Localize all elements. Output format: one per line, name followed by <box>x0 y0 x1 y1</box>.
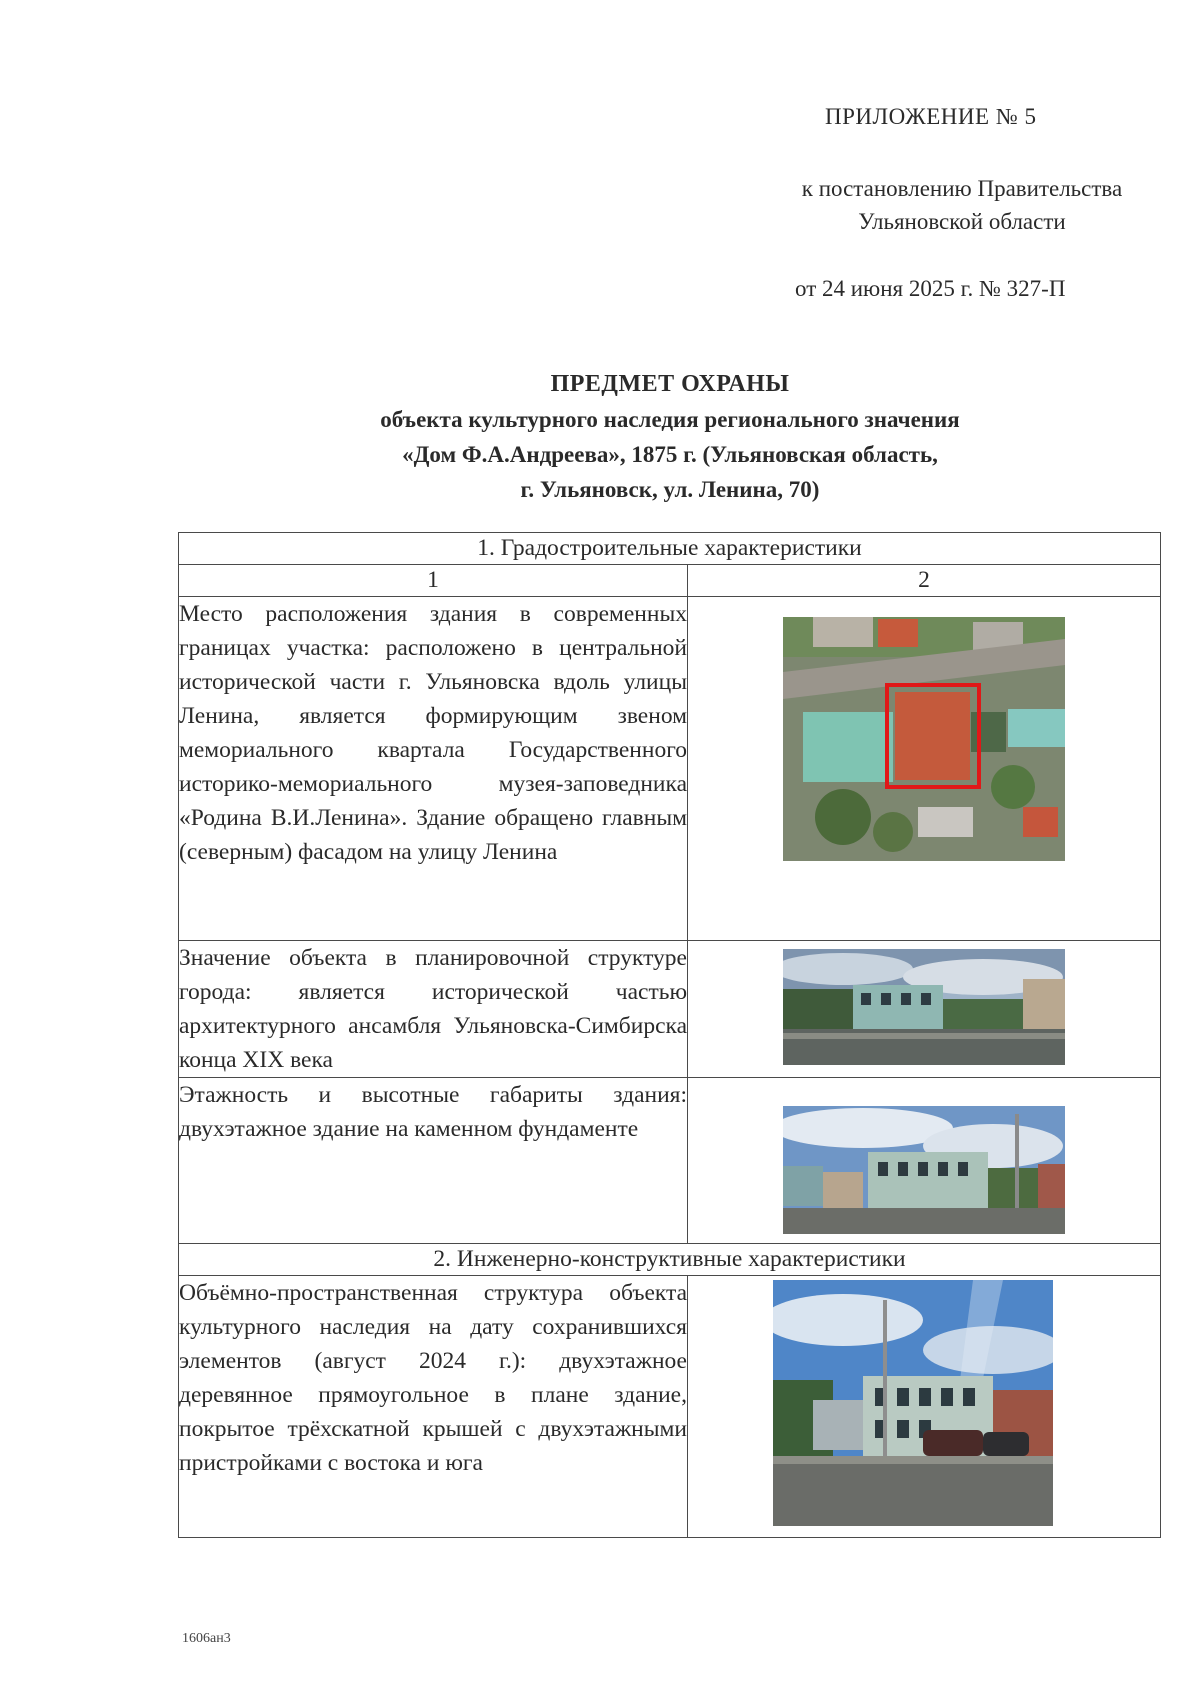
heading-line3: «Дом Ф.А.Андреева», 1875 г. (Ульяновская область, <box>402 442 938 467</box>
row-height-text: Этажность и высотные габариты здания: двухэтажное здание на каменном фундаменте <box>179 1078 688 1244</box>
row-height-photo-cell <box>688 1078 1161 1244</box>
row-planning-photo-cell <box>688 941 1161 1078</box>
street-photo-1 <box>783 949 1065 1065</box>
column-number-2: 2 <box>688 565 1161 597</box>
heading-title: ПРЕДМЕТ ОХРАНЫ <box>550 371 790 397</box>
heading-line4: г. Ульяновск, ул. Ленина, 70) <box>520 477 820 502</box>
column-number-1: 1 <box>179 565 688 597</box>
row-structure-photo-cell <box>688 1276 1161 1538</box>
heading-line2: объекта культурного наследия регионального значения <box>380 407 960 432</box>
appendix-title: ПРИЛОЖЕНИЕ № 5 <box>825 104 1037 129</box>
appendix-date: от 24 июня 2025 г. № 327-П <box>795 276 1066 301</box>
protection-subject-table <box>178 532 1161 1538</box>
aerial-photo <box>783 617 1065 861</box>
appendix-reference-line1: к постановлению Правительства <box>801 176 1123 201</box>
section-1-header: 1. Градостроительные характеристики <box>179 533 1161 565</box>
document-heading <box>180 367 1160 507</box>
appendix-reference-line2: Ульяновской области <box>858 209 1066 235</box>
row-location-photo-cell <box>688 597 1161 941</box>
row-planning-text: Значение объекта в планировочной структуре города: является исторической частью архитектурного ансамбля Ульяновска-Симбирска конца XIX века <box>179 941 688 1078</box>
appendix-reference <box>752 172 1172 239</box>
street-photo-2 <box>783 1106 1065 1234</box>
footer-code: 1606ан3 <box>182 1631 231 1646</box>
street-photo-3 <box>773 1280 1053 1526</box>
row-location-text: Место расположения здания в современных границах участка: расположено в центральной исторической части г. Ульяновска вдоль улицы Ленина, является формирующим звеном мемориального квартала Государственного историко-мемориального музея-заповедника «Родина В.И.Ленина». Здание обращено главным (северным) фасадом на улицу Ленина <box>179 597 688 941</box>
section-2-header: 2. Инженерно-конструктивные характеристики <box>179 1244 1161 1276</box>
row-structure-text: Объёмно-пространственная структура объекта культурного наследия на дату сохранившихся элементов (август 2024 г.): двухэтажное деревянное прямоугольное в плане здание, покрытое трёхскатной крышей с двухэтажными пристройками с востока и юга <box>179 1276 688 1538</box>
